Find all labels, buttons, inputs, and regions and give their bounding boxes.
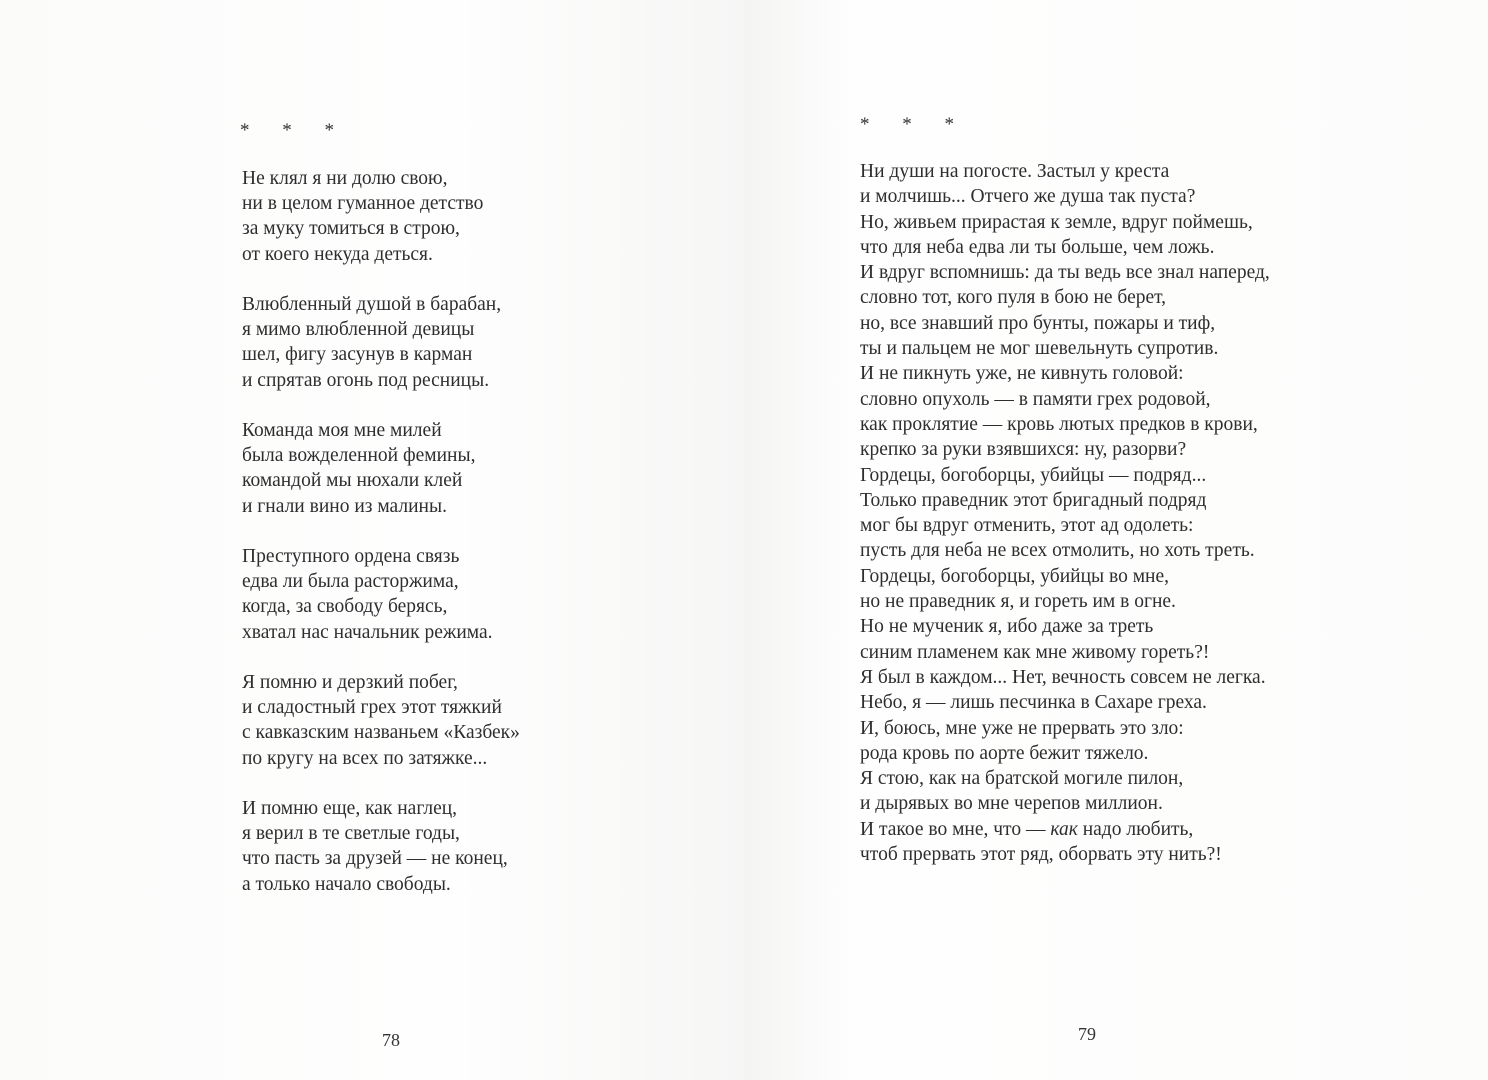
stanza <box>242 544 520 645</box>
poem-line <box>860 817 1270 842</box>
poem-line: шел, фигу засунув в карман <box>242 344 473 366</box>
poem-line: словно опухоль — в памяти грех родовой, <box>860 388 1211 410</box>
poem-line: Гордецы, богоборцы, убийцы во мне, <box>860 565 1170 587</box>
poem-line: едва ли была расторжима, <box>242 571 459 593</box>
poem-line: ты и пальцем не мог шевельнуть супротив. <box>860 338 1219 360</box>
section-separator: * * * <box>860 114 968 135</box>
stanza <box>242 670 520 771</box>
poem-line: И, боюсь, мне уже не прервать это зло: <box>860 717 1184 739</box>
stanza <box>242 166 520 267</box>
poem-line: от коего некуда деться. <box>242 243 433 265</box>
poem-line: Я стою, как на братской могиле пилон, <box>860 768 1184 790</box>
poem-line: по кругу на всех по затяжке... <box>242 747 488 769</box>
poem-line: И не пикнуть уже, не кивнуть головой: <box>860 363 1184 385</box>
page-number: 78 <box>382 1030 400 1050</box>
poem-line: хватал нас начальник режима. <box>242 621 493 643</box>
poem-line: а только начало свободы. <box>242 873 451 895</box>
poem-line: Только праведник этот бригадный подряд <box>860 489 1207 511</box>
poem-line: и гнали вино из малины. <box>242 495 447 517</box>
poem-line: Не клял я ни долю свою, <box>242 168 448 189</box>
poem-line: Гордецы, богоборцы, убийцы — подряд... <box>860 464 1207 486</box>
poem-line: Я помню и дерзкий побег, <box>242 672 458 693</box>
poem-line: и спрятав огонь под ресницы. <box>242 369 490 391</box>
poem-line: Ни души на погосте. Застыл у креста <box>860 161 1170 182</box>
poem-line: когда, за свободу берясь, <box>242 596 448 618</box>
poem-line: чтоб прервать этот ряд, оборвать эту нить?! <box>860 844 1222 866</box>
poem-line: с кавказским названьем «Казбек» <box>242 722 520 744</box>
poem-line: словно тот, кого пуля в бою не берет, <box>860 287 1167 309</box>
line-fragment: надо любить, <box>1077 818 1194 840</box>
right-page <box>744 0 1488 1080</box>
poem-line: Небо, я — лишь песчинка в Сахаре греха. <box>860 692 1207 714</box>
line-fragment: И такое во мне, что — <box>860 818 1051 840</box>
poem-line: я мимо влюбленной девицы <box>242 319 475 341</box>
poem-line: и сладостный грех этот тяжкий <box>242 697 502 719</box>
page-number: 79 <box>1078 1024 1096 1044</box>
section-separator: * * * <box>240 120 348 141</box>
poem-left <box>242 166 520 922</box>
poem-line: я верил в те светлые годы, <box>242 823 460 845</box>
stanza <box>242 418 520 519</box>
poem-line: Команда моя мне милей <box>242 420 442 441</box>
stanza <box>242 796 520 897</box>
poem-line: крепко за руки взявшихся: ну, разорви? <box>860 439 1187 461</box>
poem-line: что пасть за друзей — не конец, <box>242 848 508 870</box>
poem-line: была вожделенной фемины, <box>242 445 476 467</box>
poem-line: как проклятие — кровь лютых предков в крови, <box>860 413 1258 435</box>
poem-line: рода кровь по аорте бежит тяжело. <box>860 742 1149 764</box>
poem-line: И помню еще, как наглец, <box>242 798 458 819</box>
poem-line: синим пламенем как мне живому гореть?! <box>860 641 1210 663</box>
poem-line: ни в целом гуманное детство <box>242 193 484 215</box>
stanza <box>242 292 520 393</box>
poem-line: и дырявых во мне черепов миллион. <box>860 793 1163 815</box>
poem-line: мог бы вдруг отменить, этот ад одолеть: <box>860 515 1194 537</box>
poem-line: что для неба едва ли ты больше, чем ложь. <box>860 236 1215 258</box>
poem-line: пусть для неба не всех отмолить, но хоть треть. <box>860 540 1255 562</box>
poem-line: Я был в каждом... Нет, вечность совсем не легка. <box>860 666 1266 688</box>
poem-line: командой мы нюхали клей <box>242 470 463 492</box>
poem-line: Но не мученик я, ибо даже за треть <box>860 616 1154 638</box>
poem-line: Преступного ордена связь <box>242 546 460 567</box>
poem-line: за муку томиться в строю, <box>242 218 460 240</box>
poem-line: но не праведник я, и гореть им в огне. <box>860 591 1176 613</box>
poem-line: И вдруг вспомнишь: да ты ведь все знал наперед, <box>860 262 1270 284</box>
poem-right <box>860 159 1270 867</box>
poem-line: но, все знавший про бунты, пожары и тиф, <box>860 312 1216 334</box>
poem-line: Влюбленный душой в барабан, <box>242 294 502 315</box>
poem-line: Но, живьем прирастая к земле, вдруг поймешь, <box>860 211 1253 233</box>
emphasized-word: как <box>1050 818 1078 840</box>
poem-line: и молчишь... Отчего же душа так пуста? <box>860 186 1196 208</box>
